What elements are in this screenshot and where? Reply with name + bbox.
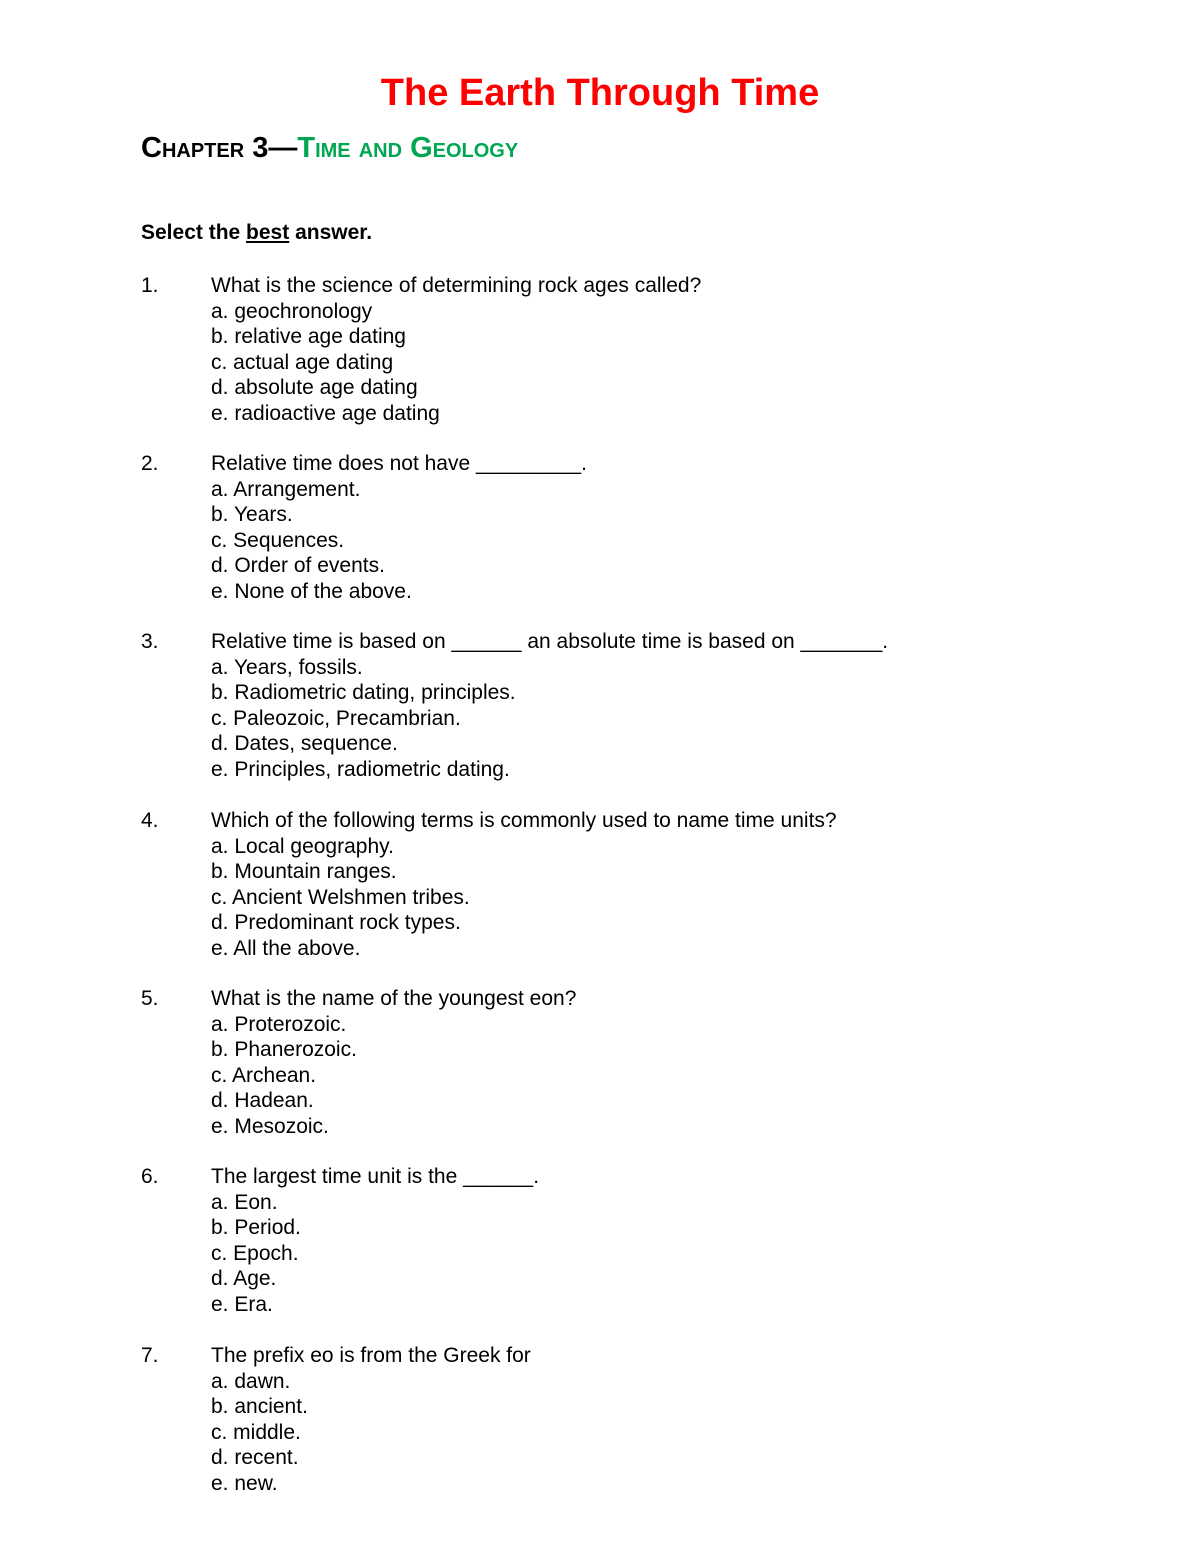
answer-option: b. Radiometric dating, principles. bbox=[211, 681, 516, 704]
question-number: 3. bbox=[141, 630, 159, 653]
question-number: 1. bbox=[141, 274, 159, 297]
answer-option: a. Local geography. bbox=[211, 834, 394, 858]
question-3 bbox=[141, 629, 1141, 782]
document-title: The Earth Through Time bbox=[380, 72, 820, 114]
answer-option: e. Era. bbox=[211, 1292, 273, 1316]
answer-option: b. relative age dating bbox=[211, 325, 406, 348]
question-6 bbox=[141, 1164, 1141, 1317]
instructions bbox=[141, 219, 372, 247]
answer-option: c. middle. bbox=[211, 1420, 301, 1444]
answer-option: d. Hadean. bbox=[211, 1089, 314, 1112]
question-number: 5. bbox=[141, 987, 159, 1010]
answer-option: e. None of the above. bbox=[211, 579, 412, 603]
answer-option: b. Period. bbox=[211, 1216, 301, 1239]
answer-option: c. Sequences. bbox=[211, 528, 345, 552]
answer-option: a. geochronology bbox=[211, 299, 373, 323]
question-2 bbox=[141, 451, 1141, 604]
answer-option: d. Order of events. bbox=[211, 554, 385, 577]
answer-option: c. Epoch. bbox=[211, 1241, 299, 1265]
chapter-heading bbox=[141, 128, 518, 168]
question-7 bbox=[141, 1343, 1141, 1496]
answer-option: e. Mesozoic. bbox=[211, 1114, 329, 1138]
question-number: 4. bbox=[141, 809, 159, 832]
answer-option: a. dawn. bbox=[211, 1369, 291, 1393]
answer-option: d. recent. bbox=[211, 1446, 299, 1469]
instructions-before: Select the bbox=[141, 221, 247, 244]
instructions-after: answer. bbox=[289, 221, 373, 244]
chapter-number: Chapter 3— bbox=[141, 132, 298, 164]
answer-option: e. All the above. bbox=[211, 936, 361, 960]
answer-option: b. Years. bbox=[211, 503, 293, 526]
answer-option: d. Dates, sequence. bbox=[211, 732, 398, 755]
chapter-name: Time and Geology bbox=[297, 132, 519, 164]
question-text: Which of the following terms is commonly used to name time units? bbox=[211, 809, 837, 832]
answer-option: b. ancient. bbox=[211, 1395, 308, 1418]
answer-option: a. Proterozoic. bbox=[211, 1012, 347, 1036]
answer-option: c. Archean. bbox=[211, 1063, 317, 1087]
answer-option: a. Years, fossils. bbox=[211, 655, 363, 679]
answer-option: b. Mountain ranges. bbox=[211, 860, 397, 883]
instructions-emphasis: best bbox=[246, 221, 290, 244]
answer-option: d. absolute age dating bbox=[211, 376, 418, 399]
question-text: What is the name of the youngest eon? bbox=[211, 987, 577, 1010]
answer-option: c. Paleozoic, Precambrian. bbox=[211, 706, 461, 730]
answer-option: e. radioactive age dating bbox=[211, 401, 440, 425]
answer-option: c. actual age dating bbox=[211, 350, 394, 374]
answer-option: c. Ancient Welshmen tribes. bbox=[211, 885, 470, 909]
question-1 bbox=[141, 273, 1141, 426]
question-4 bbox=[141, 808, 1141, 961]
question-text: Relative time does not have _________. bbox=[211, 452, 587, 475]
answer-option: e. new. bbox=[211, 1471, 278, 1495]
question-5 bbox=[141, 986, 1141, 1139]
question-text: What is the science of determining rock ages called? bbox=[211, 274, 702, 297]
question-text: The prefix eo is from the Greek for bbox=[211, 1344, 531, 1367]
answer-option: d. Age. bbox=[211, 1267, 277, 1290]
answer-option: e. Principles, radiometric dating. bbox=[211, 757, 510, 781]
answer-option: a. Eon. bbox=[211, 1190, 278, 1214]
question-text: Relative time is based on ______ an absolute time is based on _______. bbox=[211, 630, 889, 653]
answer-option: a. Arrangement. bbox=[211, 477, 361, 501]
answer-option: d. Predominant rock types. bbox=[211, 911, 461, 934]
question-number: 6. bbox=[141, 1165, 159, 1188]
question-text: The largest time unit is the ______. bbox=[211, 1165, 540, 1188]
question-number: 7. bbox=[141, 1344, 159, 1367]
question-number: 2. bbox=[141, 452, 159, 475]
answer-option: b. Phanerozoic. bbox=[211, 1038, 357, 1061]
